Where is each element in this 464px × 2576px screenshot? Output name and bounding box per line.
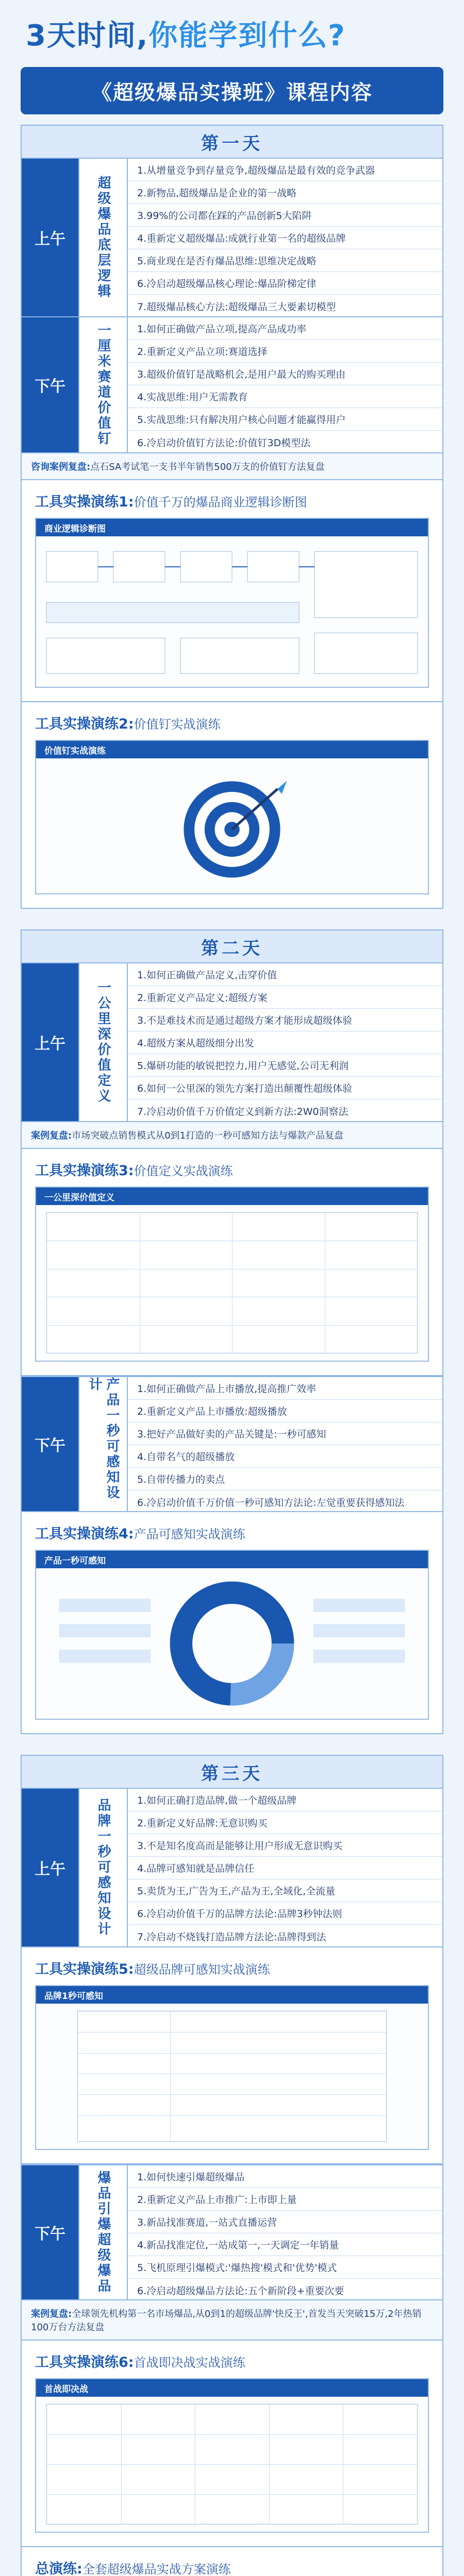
day-1 bbox=[21, 125, 443, 909]
list-item: 5.卖货为王,广告为王,产品为王,全域化,全流量 bbox=[128, 1879, 442, 1902]
session-slot bbox=[22, 159, 78, 316]
day-1-morning bbox=[22, 159, 442, 317]
day-title: 第三天 bbox=[201, 1763, 263, 1784]
slide-thumbnail bbox=[35, 518, 429, 688]
exercise-label: 工具实操演练2: bbox=[35, 716, 134, 732]
list-item: 2.新物品,超级爆品是企业的第一战略 bbox=[128, 181, 442, 204]
list-item: 2.重新定义产品上市播放:超级播放 bbox=[128, 1400, 442, 1422]
worksheet-table bbox=[36, 2397, 428, 2532]
session-topic bbox=[78, 1377, 128, 1511]
slide-header bbox=[36, 741, 428, 758]
list-item: 3.不是知名度高而是能够让用户形成无意识购买 bbox=[128, 1834, 442, 1857]
slide-thumbnail bbox=[35, 1985, 429, 2150]
list-item: 3.99%的公司都在踩的产品创新5大陷阱 bbox=[128, 204, 442, 227]
headline bbox=[0, 0, 464, 67]
topic-label: 一公里深价值定义 bbox=[95, 980, 111, 1104]
target-illustration bbox=[36, 758, 428, 893]
slide-title: 一公里深价值定义 bbox=[44, 1192, 114, 1203]
case-text: 点石SA考试笔一支书半年销售500万支的价值钉方法复盘 bbox=[90, 462, 325, 472]
list-item: 1.如何正确打造品牌,做一个超级品牌 bbox=[128, 1789, 442, 1811]
slide-header bbox=[36, 519, 428, 536]
list-item: 7.超级爆品核心方法:超级爆品三大要素切模型 bbox=[137, 301, 336, 313]
headline-title bbox=[26, 13, 346, 54]
topic-label: 爆品引爆超级爆品 bbox=[95, 2171, 111, 2294]
slot-label: 上午 bbox=[35, 1860, 65, 1878]
case-review bbox=[22, 1122, 442, 1149]
slide-title: 品牌1秒可感知 bbox=[44, 1991, 103, 2002]
day-3-header bbox=[22, 1756, 442, 1789]
day-2 bbox=[21, 929, 443, 1734]
list-item: 5.飞机原理引爆模式:'爆热搜'模式和'优势'模式 bbox=[128, 2256, 442, 2279]
list-item: 4.品牌可感知就是品牌信任 bbox=[128, 1857, 442, 1879]
target-icon bbox=[36, 758, 428, 893]
topic-label: 超级爆品底层逻辑 bbox=[95, 176, 111, 299]
exercise-sub: 价值千万的爆品商业逻辑诊断图 bbox=[134, 495, 307, 510]
list-item: 2.重新定义产品立项:赛道选择 bbox=[128, 340, 442, 363]
list-item: 7.冷启动价值千万价值定义到新方法:2W0洞察法 bbox=[137, 1106, 349, 1117]
list-item: 4.新品找准定位,一站成第一,一天调定一年销量 bbox=[128, 2233, 442, 2256]
exercise-sub: 全套超级爆品实战方案演练 bbox=[82, 2562, 231, 2576]
list-item: 1.如何正确做产品定义,击穿价值 bbox=[128, 963, 442, 986]
slide-header bbox=[36, 1551, 428, 1568]
slide-title: 产品一秒可感知 bbox=[44, 1555, 106, 1566]
session-slot bbox=[22, 2165, 78, 2299]
day-2-afternoon bbox=[22, 1376, 442, 1512]
list-item: 3.把好产品做好卖的产品关键是:一秒可感知 bbox=[128, 1422, 442, 1445]
day-title: 第一天 bbox=[201, 133, 263, 154]
list-item: 4.超级方案从超级细分出发 bbox=[128, 1031, 442, 1054]
exercise-label: 工具实操演练3: bbox=[35, 1163, 134, 1179]
headline-part1: 3天时间, bbox=[26, 19, 149, 53]
slot-label: 上午 bbox=[35, 1035, 65, 1053]
slide-thumbnail bbox=[35, 740, 429, 894]
list-item: 4.自带名气的超级播放 bbox=[128, 1445, 442, 1468]
slide-thumbnail bbox=[35, 1187, 429, 1362]
slide-header bbox=[36, 2379, 428, 2397]
exercise-label: 工具实操演练5: bbox=[35, 1961, 134, 1977]
list-item: 5.自带传播力的卖点 bbox=[128, 1468, 442, 1490]
list-item: 5.商业现在是否有爆品思维:思维决定战略 bbox=[128, 249, 442, 272]
slot-label: 下午 bbox=[35, 378, 65, 396]
worksheet-grid bbox=[77, 2011, 387, 2142]
list-item: 2.重新定义好品牌:无意识购买 bbox=[128, 1811, 442, 1834]
list-item: 3.不是难技术而是通过超级方案才能形成超级体验 bbox=[128, 1009, 442, 1031]
exercise-sub: 价值钉实战演练 bbox=[134, 717, 221, 732]
session-topic bbox=[78, 2165, 128, 2299]
day-3-afternoon bbox=[22, 2164, 442, 2300]
list-item: 2.重新定义产品上市推广:上市即上量 bbox=[128, 2188, 442, 2211]
list-item: 3.新品找准赛道,一站式直播运营 bbox=[128, 2211, 442, 2233]
session-items bbox=[128, 159, 442, 316]
session-items bbox=[128, 1789, 442, 1946]
list-item: 6.冷启动价值千万的品牌方法论:品牌3秒钟法则 bbox=[128, 1902, 442, 1925]
list-item: 5.爆研功能的敏锐把控力,用户无感觉,公司无利润 bbox=[128, 1054, 442, 1077]
exercise-title bbox=[35, 1159, 429, 1179]
banner-title: 《超级爆品实操班》课程内容 bbox=[91, 80, 373, 105]
list-item: 1.如何快速引爆超级爆品 bbox=[128, 2165, 442, 2188]
list-item: 6.冷启动价值钉方法论:价值钉3D模型法 bbox=[137, 437, 311, 449]
case-review bbox=[22, 2300, 442, 2341]
list-item: 4.实战思维:用户无需教育 bbox=[128, 385, 442, 408]
day-3 bbox=[21, 1755, 443, 2576]
slide-header bbox=[36, 1188, 428, 1205]
exercise-2 bbox=[22, 702, 442, 908]
list-item: 4.重新定义超级爆品:成就行业第一名的超级品牌 bbox=[128, 227, 442, 249]
case-label: 案例复盘: bbox=[31, 2309, 72, 2319]
list-item: 7.冷启动不烧钱打造品牌方法论:品牌得到法 bbox=[137, 1931, 326, 1943]
session-topic bbox=[78, 159, 128, 316]
list-item: 6.如何一公里深的领先方案打造出颠覆性超级体验 bbox=[128, 1077, 442, 1099]
case-review bbox=[22, 453, 442, 480]
slot-label: 上午 bbox=[35, 230, 65, 248]
exercise-title bbox=[35, 2351, 429, 2371]
day-title: 第二天 bbox=[201, 938, 263, 959]
exercise-4 bbox=[22, 1512, 442, 1733]
list-item: 1.如何正确做产品立项,提高产品成功率 bbox=[128, 317, 442, 340]
list-item: 2.重新定义产品定义:超级方案 bbox=[128, 986, 442, 1009]
day-1-afternoon bbox=[22, 317, 442, 453]
exercise-label: 工具实操演练6: bbox=[35, 2354, 134, 2370]
exercise-3 bbox=[22, 1149, 442, 1376]
session-items bbox=[128, 1377, 442, 1511]
slide-thumbnail bbox=[35, 1550, 429, 1720]
topic-label: 品牌一秒可感知设计 bbox=[95, 1798, 111, 1937]
flow-diagram-svg bbox=[36, 536, 428, 687]
donut-diagram bbox=[36, 1568, 428, 1719]
slide-thumbnail bbox=[35, 2378, 429, 2533]
session-slot bbox=[22, 1789, 78, 1946]
slide-title: 首战即决战 bbox=[44, 2384, 88, 2395]
session-topic bbox=[78, 1789, 128, 1946]
slot-label: 下午 bbox=[35, 1437, 65, 1455]
exercise-final bbox=[22, 2547, 442, 2576]
day-1-header bbox=[22, 126, 442, 159]
session-items bbox=[128, 2165, 442, 2299]
list-item: 5.实战思维:只有解决用户核心问题才能赢得用户 bbox=[128, 408, 442, 431]
slide-title: 价值钉实战演练 bbox=[44, 745, 106, 756]
list-item: 6.冷启动价值千万价值一秒可感知方法论:左觉重要获得感知法 bbox=[137, 1497, 405, 1509]
exercise-sub: 首战即决战实战演练 bbox=[134, 2355, 245, 2370]
list-item: 1.如何正确做产品上市播放,提高推广效率 bbox=[128, 1377, 442, 1400]
worksheet-table bbox=[36, 1205, 428, 1361]
session-topic bbox=[78, 963, 128, 1121]
exercise-label: 工具实操演练4: bbox=[35, 1526, 134, 1542]
exercise-label: 工具实操演练1: bbox=[35, 494, 134, 510]
session-slot bbox=[22, 1377, 78, 1511]
exercise-sub: 产品可感知实战演练 bbox=[134, 1527, 245, 1541]
day-2-morning bbox=[22, 963, 442, 1122]
headline-part2: 你能学到什么? bbox=[148, 19, 346, 53]
exercise-6 bbox=[22, 2341, 442, 2547]
session-slot bbox=[22, 963, 78, 1121]
case-text: 市场突破点销售模式从0到1打造的一秒可感知方法与爆款产品复盘 bbox=[72, 1130, 344, 1141]
day-2-header bbox=[22, 930, 442, 963]
slide-header bbox=[36, 1986, 428, 2004]
session-items bbox=[128, 317, 442, 452]
case-text: 全球领先机构第一名市场爆品,从0到1的超级品牌'快反王',首发当天突破15万,2年热销100万台方法复盘 bbox=[31, 2309, 422, 2333]
day-3-morning bbox=[22, 1789, 442, 1947]
list-item: 1.从增量竞争到存量竞争,超级爆品是最有效的竞争武器 bbox=[128, 159, 442, 181]
exercise-1 bbox=[22, 480, 442, 702]
course-banner bbox=[21, 67, 443, 114]
worksheet-grid bbox=[46, 2404, 418, 2524]
case-label: 咨询案例复盘: bbox=[31, 462, 91, 472]
session-slot bbox=[22, 317, 78, 452]
exercise-5 bbox=[22, 1947, 442, 2164]
list-item: 6.冷启动超级爆品方法论:五个新阶段+重要次要 bbox=[137, 2285, 344, 2297]
exercise-sub: 价值定义实战演练 bbox=[134, 1164, 233, 1178]
exercise-title bbox=[35, 713, 429, 733]
slot-label: 下午 bbox=[35, 2225, 65, 2243]
exercise-label: 总演练: bbox=[35, 2561, 82, 2576]
list-item: 3.超级价值钉是战略机会,是用户最大的购买理由 bbox=[128, 363, 442, 385]
case-label: 案例复盘: bbox=[31, 1130, 72, 1141]
exercise-sub: 超级品牌可感知实战演练 bbox=[134, 1962, 270, 1977]
list-item: 6.冷启动超级爆品核心理论:爆品阶梯定律 bbox=[128, 272, 442, 295]
donut-illustration bbox=[36, 1568, 428, 1719]
exercise-title bbox=[35, 490, 429, 511]
topic-label: 一厘米赛道价值钉 bbox=[95, 323, 111, 447]
exercise-title bbox=[35, 1522, 429, 1543]
worksheet-grid bbox=[46, 1212, 418, 1353]
exercise-title bbox=[35, 2557, 429, 2576]
session-topic bbox=[78, 317, 128, 452]
worksheet-table bbox=[36, 2004, 428, 2149]
session-items bbox=[128, 963, 442, 1121]
slide-title: 商业逻辑诊断图 bbox=[44, 523, 106, 534]
flow-diagram bbox=[36, 536, 428, 687]
topic-label: 产品一秒可感知设计 bbox=[87, 1377, 120, 1501]
exercise-title bbox=[35, 1958, 429, 1978]
